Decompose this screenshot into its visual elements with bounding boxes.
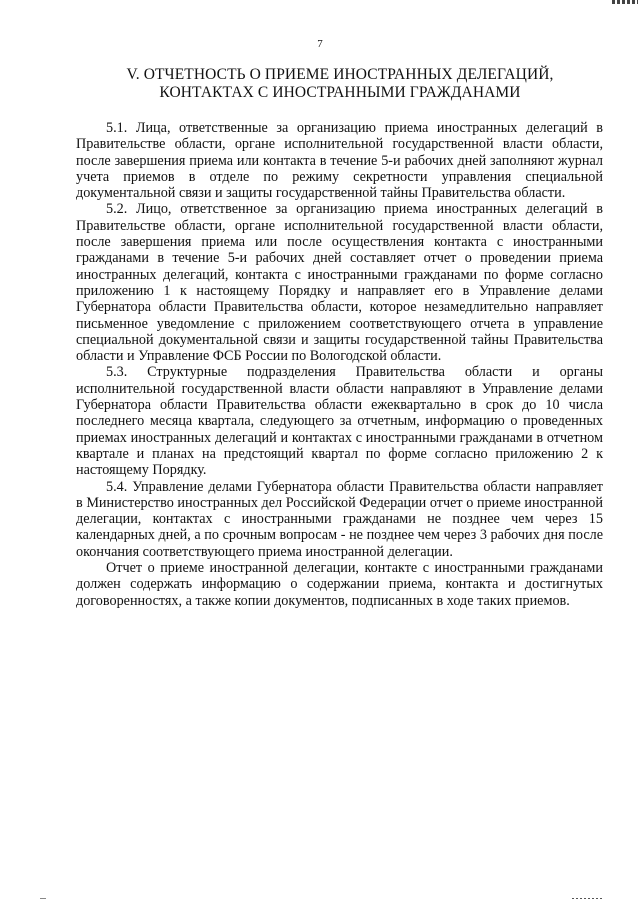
paragraph-5-1: 5.1. Лица, ответственные за организацию приема иностранных делегаций в Правительстве области, органе исполнительной государственной власти области, после завершения приема или контакта в течение 5-и рабочих дней заполняют журнал учета приемов в отделе по режиму секретности управления специальной документальной связи и защиты государственной тайны Правительства области.	[76, 120, 603, 202]
paragraph-5-3: 5.3. Структурные подразделения Правительства области и органы исполнительной государственной власти области направляют в Управление делами Губернатора области Правительства области ежеквартально в срок до 10 числа последнего месяца квартала, следующего за отчетным, информацию о проведенных приемах иностранных делегаций и контактах с иностранными гражданами в отчетном квартале и планах на предстоящий квартал по форме согласно приложению 2 к настоящему Порядку.	[76, 364, 603, 479]
scan-artifact-bottom-left	[40, 898, 46, 899]
paragraph-5-4: 5.4. Управление делами Губернатора области Правительства области направляет в Министерство иностранных дел Российской Федерации отчет о приеме иностранной делегации, контактах с иностранными гражданами не позднее чем через 15 календарных дней, а по срочным вопросам - не позднее чем через 3 рабочих дня после окончания соответствующего приема иностранной делегации.	[76, 478, 603, 560]
section-title	[80, 66, 600, 102]
scan-artifact-top	[612, 0, 638, 4]
section-body	[76, 120, 603, 609]
paragraph-report-content: Отчет о приеме иностранной делегации, контакте с иностранными гражданами должен содержать информацию о содержании приема, контакта и достигнутых договоренностях, а также копии документов, подписанных в ходе таких приемов.	[76, 560, 603, 609]
paragraph-5-2: 5.2. Лицо, ответственное за организацию приема иностранных делегаций в Правительстве области, органе исполнительной государственной власти области, после завершения приема или после осуществления контакта с иностранными гражданами в течение 5-и рабочих дней составляет отчет о проведении приема иностранных делегаций, контакта с иностранными гражданами по форме согласно приложению 1 к настоящему Порядку и направляет его в Управление делами Губернатора области Правительства области, которое незамедлительно направляет письменное уведомление с приложением соответствующего отчета в управление специальной документальной связи и защиты государственной тайны Правительства области и Управление ФСБ России по Вологодской области.	[76, 201, 603, 365]
section-title-line-2: КОНТАКТАХ С ИНОСТРАННЫМИ ГРАЖДАНАМИ	[159, 84, 521, 101]
section-title-line-1: V. ОТЧЕТНОСТЬ О ПРИЕМЕ ИНОСТРАННЫХ ДЕЛЕГАЦИЙ,	[126, 66, 554, 83]
scan-artifact-bottom-right	[572, 898, 602, 899]
page-number: 7	[317, 38, 323, 50]
